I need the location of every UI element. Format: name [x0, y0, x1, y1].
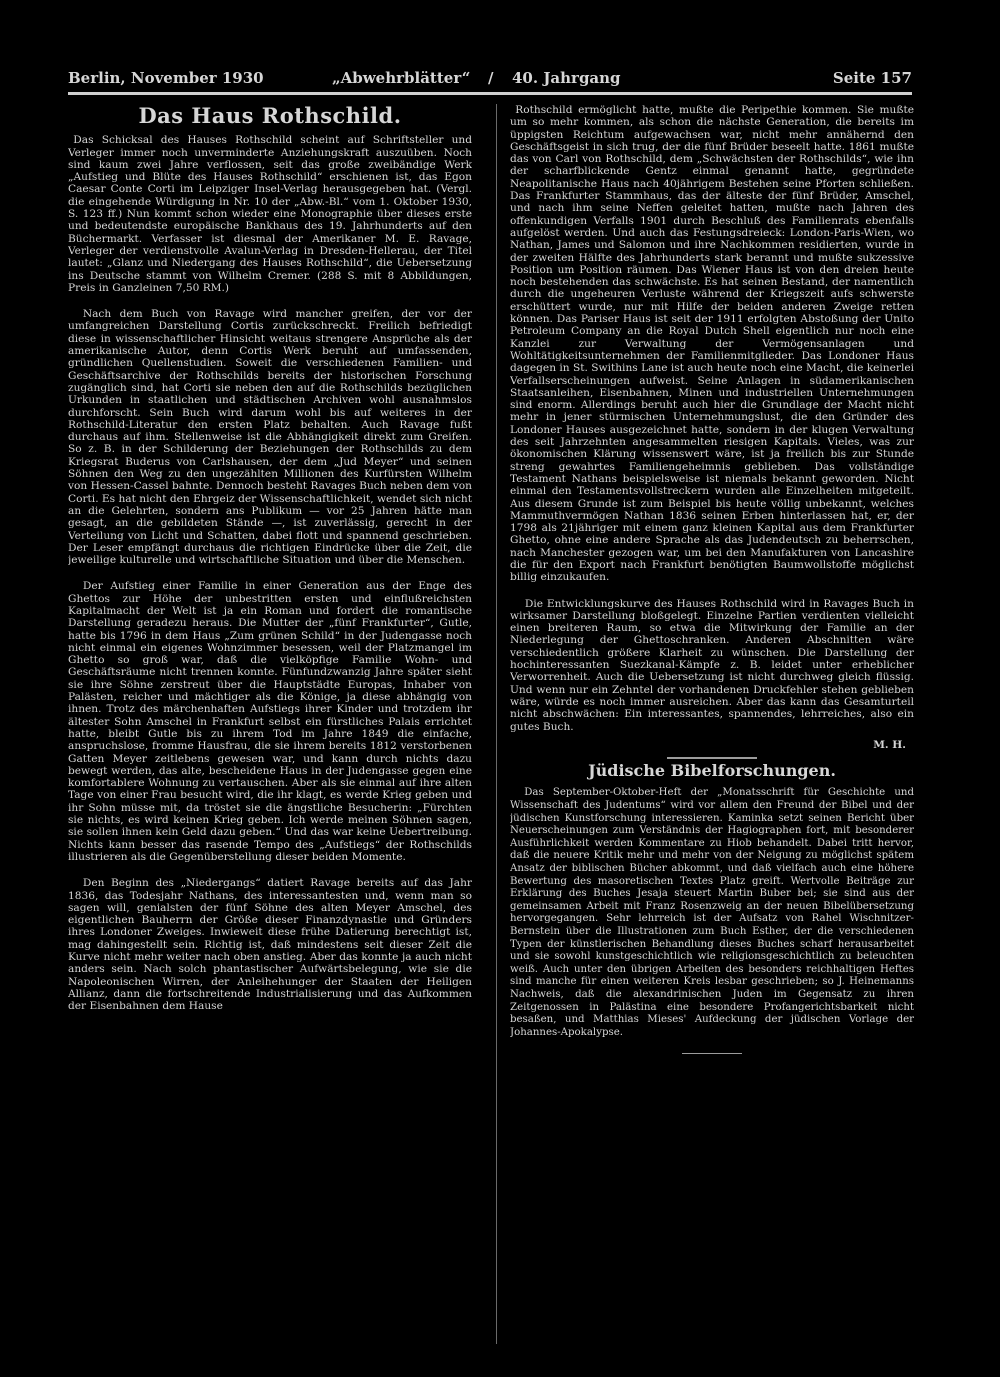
header-volume: 40. Jahrgang: [512, 69, 621, 87]
header-place-date: Berlin, November 1930: [68, 69, 264, 87]
header-page-number: Seite 157: [832, 69, 912, 87]
right-column: [510, 104, 914, 1319]
header-publication: „Abwehrblätter“: [332, 69, 471, 87]
header-rule: [68, 92, 912, 95]
article-paragraph: Das Schicksal des Hauses Rothschild scheint auf Schriftsteller und Verleger immer noch unverminderte Anziehungskraft auszuüben. Noch sind kaum zwei Jahre verflossen, seit das große zweibändige Werk „Aufstieg und Blüte des Hauses Rothschild“ erschienen ist, das Egon Caesar Conte Corti im Leipziger Insel-Verlag herausgegeben hat. (Vergl. die eingehende Würdigung in Nr. 10 der „Abw.-Bl.“ vom 1. Oktober 1930, S. 123 ff.) Nun kommt schon wieder eine Monographie über dieses erste und bedeutendste europäische Bankhaus des 19. Jahrhunderts auf den Büchermarkt. Verfasser ist diesmal der Amerikaner M. E. Ravage, Verleger der verdienstvolle Avalun-Verlag in Dresden-Hellerau, der Titel lautet: „Glanz und Niedergang des Hauses Rothschild“, die Uebersetzung ins Deutsche stammt von Wilhelm Cremer. (288 S. mit 8 Abbildungen, Preis in Ganzleinen 7,50 RM.): [68, 134, 472, 294]
article-paragraph: Der Aufstieg einer Familie in einer Generation aus der Enge des Ghettos zur Höhe der unbestritten ersten und einflußreichsten Kapitalmacht der Welt ist ja ein Roman und fordert die romantische Darstellung geradezu heraus. Die Mutter der „fünf Frankfurter“, Gutle, hatte bis 1796 in dem Haus „Zum grünen Schild“ in der Judengasse noch nicht einmal ein eigenes Wohnzimmer besessen, weil der Platzmangel im Ghetto so groß war, daß die vielköpfige Familie Wohn- und Geschäftsräume nicht trennen konnte. Fünfundzwanzig Jahre später sieht sie ihre Söhne zerstreut über die Hauptstädte Europas, Inhaber von Palästen, reicher und mächtiger als die Könige, ja diese abhängig von ihnen. Trotz des märchenhaften Aufstiegs ihrer Kinder und trotzdem ihr ältester Sohn Amschel in Frankfurt selbst ein fürstliches Palais errichtet hatte, bleibt Gutle bis zu ihrem Tod im Jahre 1849 die einfache, anspruchslose, fromme Hausfrau, die sie ihrem bereits 1812 verstorbenen Gatten Meyer zeitlebens gewesen war, und kann durch nichts dazu bewegt werden, das alte, bescheidene Haus in der Judengasse gegen eine komfortablere Wohnung zu vertauschen. Aber als sie einmal auf ihre alten Tage von einer Frau besucht wird, die ihr klagt, es werde Krieg geben und ihr Sohn müsse mit, da tröstet sie die ängstliche Besucherin: „Fürchten sie nichts, es wird keinen Krieg geben. Ich werde meinen Söhnen sagen, sie sollen ihnen kein Geld dazu geben.“ Und das war keine Uebertreibung. Nichts kann besser das rasende Tempo des „Aufstiegs“ der Rothschilds illustrieren als die Gegenüberstellung dieser beiden Momente.: [68, 580, 472, 863]
end-rule: [682, 1053, 742, 1054]
author-signature: M. H.: [873, 738, 906, 751]
column-divider: [496, 104, 497, 1344]
header-separator: /: [488, 69, 494, 87]
article-paragraph: Das September-Oktober-Heft der „Monatsschrift für Geschichte und Wissenschaft des Judentums“ wird vor allem den Freund der Bibel und der jüdischen Kunstforschung interessieren. Kaminka setzt seinen Bericht über Neuerscheinungen zum Verständnis der Hagiographen fort, mit besonderer Ausführlichkeit werden Kommentare zu Hiob behandelt. Dabei tritt hervor, daß die neuere Kritik mehr und mehr von der Neigung zu möglichst spätem Ansatz der biblischen Bücher abkommt, und daß vielfach auch eine höhere Bewertung des masoretischen Textes Platz greift. Wertvolle Beiträge zur Erklärung des Buches Jesaja steuert Martin Buber bei; sie sind aus der gemeinsamen Arbeit mit Franz Rosenzweig an der neuen Bibelübersetzung hervorgegangen. Sehr lehrreich ist der Aufsatz von Rahel Wischnitzer-Bernstein über die Illustrationen zum Buch Esther, der die verschiedenen Typen der künstlerischen Behandlung dieses Buches scharf herausarbeitet und sie sowohl kunstgeschichtlich wie religionsgeschichtlich zu beleuchten weiß. Auch unter den übrigen Arbeiten des besonders reichhaltigen Heftes sind manche für einen weiteren Kreis lesbar geschrieben; so J. Heinemanns Nachweis, daß die alexandrinischen Juden im Gegensatz zu ihren Zeitgenossen in Palästina eine besondere Profangerichtsbarkeit nicht besaßen, und Matthias Mieses' Aufdeckung der jüdischen Vorlage der Johannes-Apokalypse.: [510, 787, 914, 1038]
article-title: Jüdische Bibelforschungen.: [588, 761, 836, 781]
article-paragraph: Rothschild ermöglicht hatte, mußte die Peripethie kommen. Sie mußte um so mehr kommen, als schon die nächste Generation, die bereits im üppigsten Reichtum aufgewachsen war, nicht mehr annähernd den Geschäftsgeist in sich trug, der die fünf Brüder beseelt hatte. 1861 mußte das von Carl von Rothschild, dem „Schwächsten der Rothschilds“, wie ihn der scharfblickende Gentz einmal genannt hatte, gegründete Neapolitanische Haus nach 40jährigem Bestehen seine Pforten schließen. Das Frankfurter Stammhaus, das der älteste der fünf Brüder, Amschel, und nach ihm seine Neffen geleitet hatten, mußte nach Jahren des offenkundigen Verfalls 1901 durch Beschluß des Familienrats ebenfalls aufgelöst werden. Und auch das Festungsdreieck: London-Paris-Wien, wo Nathan, James und Salomon und ihre Nachkommen residierten, wurde in der zweiten Hälfte des Jahrhunderts stark berannt und mußte sukzessive Position um Position räumen. Das Wiener Haus ist von den dreien heute noch bestehenden das schwächste. Es hat seinen Bestand, der namentlich durch die ungeheuren Verluste während der Kriegszeit aufs schwerste erschüttert wurde, nur mit Hilfe der beiden anderen Zweige retten können. Das Pariser Haus ist seit der 1911 erfolgten Abstoßung der Unito Petroleum Company an die Royal Dutch Shell eigentlich nur noch eine Kanzlei zur Verwaltung der Vermögensanlagen und Wohltätigkeitsunternehmen der Familienmitglieder. Das Londoner Haus dagegen in St. Swithins Lane ist auch heute noch eine Macht, die keinerlei Verfallserscheinungen aufweist. Seine Anlagen in südamerikanischen Staatsanleihen, Eisenbahnen, Minen und industriellen Unternehmungen sind enorm. Allerdings beruht auch hier die Grundlage der Macht nicht mehr in jener stürmischen Unternehmungslust, die den Gründer des Londoner Hauses ausgezeichnet hatte, sondern in der klugen Verwaltung des seit Jahrzehnten angesammelten riesigen Kapitals. Vieles, was zur ökonomischen Klärung wissenswert wäre, ist ja freilich bis zur Stunde streng gewahrtes Familiengeheimnis geblieben. Das vollständige Testament Nathans beispielsweise ist niemals bekannt geworden. Nicht einmal den Testamentsvollstreckern wurden alle Einzelheiten mitgeteilt. Aus diesem Grunde ist zum Beispiel bis heute völlig unbekannt, welches Mammuthvermögen Nathan 1836 seinen Erben hinterlassen hat, er, der 1798 als 21jähriger mit einem ganz kleinen Kapital aus dem Frankfurter Ghetto, ohne eine andere Sprache als das Judendeutsch zu beherrschen, nach Manchester gezogen war, um bei den Manufakturen von Lancashire die für den Export nach Frankfurt benötigten Baumwollstoffe möglichst billig einzukaufen.: [510, 104, 914, 584]
article-paragraph: Die Entwicklungskurve des Hauses Rothschild wird in Ravages Buch in wirksamer Darstellung bloßgelegt. Einzelne Partien verdienten vielleicht einen breiteren Raum, so etwa die Mitwirkung der Familie an der Niederlegung der Ghettoschranken. Anderen Abschnitten wäre verschiedentlich größere Klarheit zu wünschen. Die Darstellung der hochinteressanten Suezkanal-Kämpfe z. B. leidet unter erheblicher Verworrenheit. Auch die Uebersetzung ist nicht durchweg gleich flüssig. Und wenn nur ein Zehntel der vorhandenen Druckfehler stehen geblieben wäre, würde es noch immer ausreichen. Aber das kann das Gesamturteil nicht abschwächen: Ein interessantes, spannendes, lehrreiches, also ein gutes Buch.: [510, 597, 914, 733]
article-paragraph: Den Beginn des „Niedergangs“ datiert Ravage bereits auf das Jahr 1836, das Todesjahr Nathans, des interessantesten und, wenn man so sagen will, genialsten der fünf Söhne des alten Meyer Amschel, des eigentlichen Bauherrn der Größe dieser Finanzdynastie und Gründers ihres Londoner Zweiges. Inwieweit diese frühe Datierung berechtigt ist, mag dahingestellt sein. Richtig ist, daß mindestens seit dieser Zeit die Kurve nicht mehr weiter nach oben anstieg. Aber das konnte ja auch nicht anders sein. Nach solch phantastischer Aufwärtsbelegung, wie sie die Napoleonischen Wirren, der Anleihehunger der Staaten der Heiligen Allianz, dann die fortschreitende Industrialisierung und das Aufkommen der Eisenbahnen dem Hause: [68, 877, 472, 1013]
page-header: [68, 66, 912, 90]
section-rule: [667, 757, 757, 759]
article-paragraph: Nach dem Buch von Ravage wird mancher greifen, der vor der umfangreichen Darstellung Cortis zurückschreckt. Freilich befriedigt diese in wissenschaftlicher Hinsicht weitaus strengere Ansprüche als der amerikanische Autor, denn Cortis Werk beruht auf umfassenden, gründlichen Quellenstudien. Soweit die verschiedenen Familien- und Geschäftsarchive der Rothschilds bereits der historischen Forschung zugänglich sind, hat Corti sie neben den auf die Rothschilds bezüglichen Urkunden in staatlichen und städtischen Archiven wohl ausnahmslos durchforscht. Sein Buch wird darum wohl bis auf weiteres in der Rothschild-Literatur den ersten Platz behalten. Auch Ravage fußt durchaus auf ihm. Stellenweise ist die Abhängigkeit direkt zum Greifen. So z. B. in der Schilderung der Beziehungen der Rothschilds zu dem Kriegsrat Buderus von Carlshausen, der dem „Jud Meyer“ und seinen Söhnen den Weg zu den ungezählten Millionen des Kurfürsten Wilhelm von Hessen-Cassel bahnte. Dennoch besteht Ravages Buch neben dem von Corti. Es hat nicht den Ehrgeiz der Wissenschaftlichkeit, wendet sich nicht an die Gelehrten, sondern ans Publikum — vor 25 Jahren hätte man gesagt, an die gebildeten Stände —, ist zuverlässig, gerecht in der Verteilung von Licht und Schatten, dabei flott und spannend geschrieben. Der Leser empfängt durchaus die richtigen Eindrücke über die Zeit, die jeweilige kulturelle und wirtschaftliche Situation und über die Menschen.: [68, 308, 472, 567]
article-title: Das Haus Rothschild.: [138, 104, 402, 128]
left-column: [68, 104, 472, 1342]
